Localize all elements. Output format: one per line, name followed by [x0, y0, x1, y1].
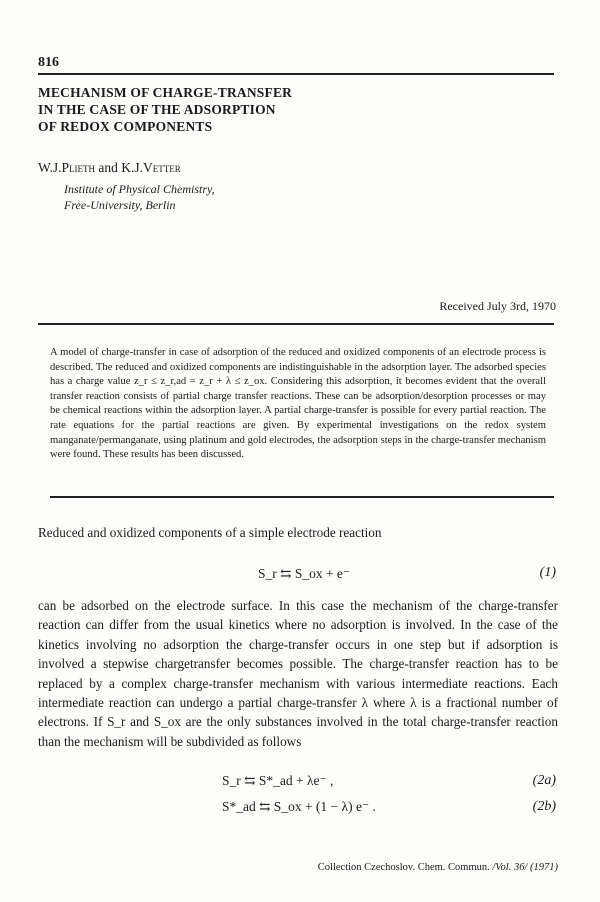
equation-2a: S_r ⇆ S*_ad + λe⁻ ,	[222, 773, 334, 788]
authors	[38, 160, 181, 176]
body-paragraph-2: can be adsorbed on the electrode surface. In this case the mechanism of the charge-transfer reaction can differ from the usual kinetics where no adsorption is involved. In the case of the kinetics involving no adsorption the charge-transfer occurs in one step but if adsorption is involved a stepwise chargetransfer becomes possible. The charge-transfer reaction has to be replaced by a complex charge-transfer mechanism with various intermediate reactions. Each intermediate reaction can undergo a partial charge-transfer λ where λ is a fractional number of electrons. If S_r and S_ox are the only substances involved in the total charge-transfer reaction than the mechanism will be subdivided as follows	[38, 598, 558, 749]
abstract: A model of charge-transfer in case of adsorption of the reduced and oxidized components of an electrode process is described. The reduced and oxidized components are indistinguishable in the adsorption layer. The adsorbed species has a charge value z_r ≤ z_r,ad = z_r + λ ≤ z_ox. Considering this adsorption, it becomes evident that the overall transfer reaction consists of partial charge transfer reactions. These can be adsorption/desorption processes or may be chemical reactions within the adsorption layer. A partial charge-transfer is possible for every partial reaction. The rate equations for the partial reactions are given. By experimental investigations on the redox system manganate/permanganate, using platinum and gold electrodes, the adsorption steps in the charge-transfer mechanism were found. These results has been discussed.	[50, 347, 546, 461]
author-1-initials: W.J.	[38, 160, 62, 175]
author-2-surname: Vetter	[143, 160, 181, 175]
author-1-surname: Plieth	[61, 160, 96, 175]
equation-1-label: (1)	[539, 565, 556, 580]
header-rule	[38, 73, 554, 75]
equation-1: S_r ⇆ S_ox + e⁻	[258, 566, 351, 581]
title-line-3: OF REDOX COMPONENTS	[38, 119, 213, 134]
title-line-2: IN THE CASE OF THE ADSORPTION	[38, 102, 276, 117]
received-date: Received July 3rd, 1970	[439, 299, 556, 313]
footer-journal: Collection Czechoslov. Chem. Commun.	[317, 862, 490, 873]
abstract-top-rule	[38, 323, 554, 325]
affiliation-line-2: Free-University, Berlin	[64, 198, 176, 212]
affiliation	[64, 181, 215, 213]
equation-2a-label: (2a)	[532, 773, 556, 788]
equation-2b: S*_ad ⇆ S_ox + (1 − λ) e⁻ .	[222, 799, 376, 814]
page-number: 816	[38, 55, 59, 70]
affiliation-line-1: Institute of Physical Chemistry,	[64, 182, 215, 196]
footer-citation	[318, 862, 558, 873]
article-title	[38, 84, 468, 135]
footer-volume: /Vol. 36/ (1971)	[492, 862, 558, 873]
title-line-1: MECHANISM OF CHARGE-TRANSFER	[38, 85, 293, 100]
author-2-initials: K.J.	[121, 160, 144, 175]
authors-and: and	[98, 160, 118, 175]
equation-2b-label: (2b)	[532, 799, 556, 814]
abstract-bottom-rule	[50, 496, 554, 498]
body-paragraph-1: Reduced and oxidized components of a simple electrode reaction	[38, 525, 382, 540]
